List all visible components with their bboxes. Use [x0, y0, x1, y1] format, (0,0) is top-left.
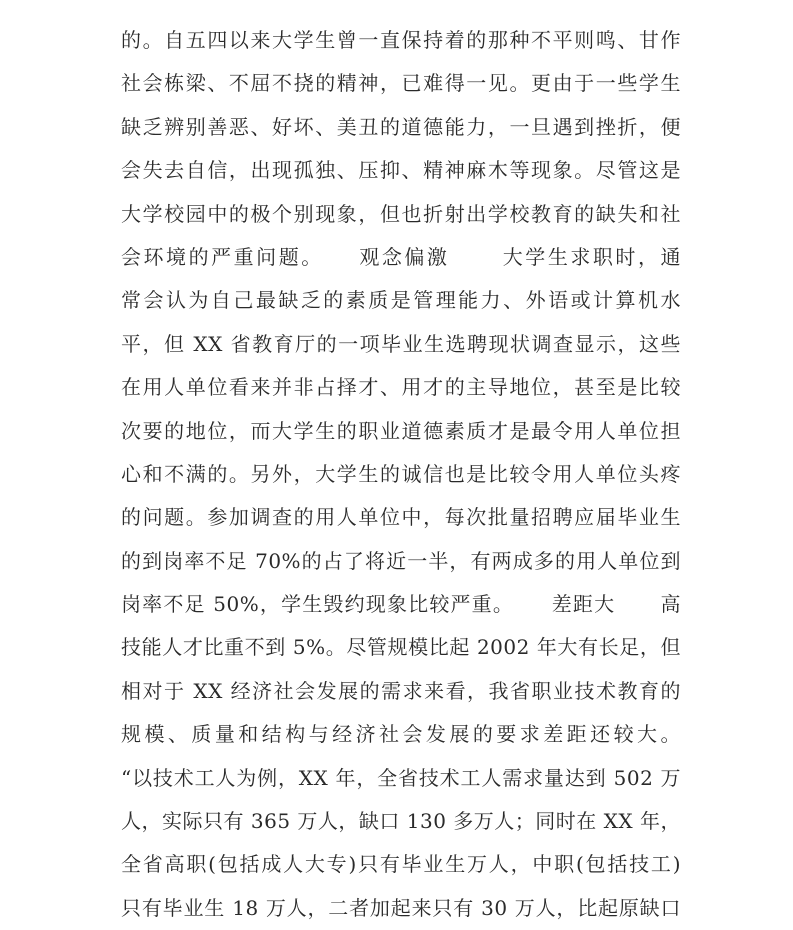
text-line: 规模、质量和结构与经济社会发展的要求差距还较大。 [121, 722, 681, 747]
text-line: 只有毕业生 18 万人，二者加起来只有 30 万人，比起原缺口 [121, 895, 681, 920]
text-line: 会失去自信，出现孤独、压抑、精神麻木等现象。尽管这是 [121, 158, 681, 183]
text-line: 心和不满的。另外，大学生的诚信也是比较令用人单位头疼 [121, 461, 681, 486]
text-line: 的。自五四以来大学生曾一直保持着的那种不平则鸣、甘作 [121, 28, 681, 52]
text-line: 人，实际只有 365 万人，缺口 130 多万人；同时在 XX 年， [121, 809, 681, 834]
text-line: 缺乏辨别善恶、好坏、美丑的道德能力，一旦遇到挫折，便 [121, 114, 681, 139]
text-line: 平，但 XX 省教育厅的一项毕业生选聘现状调查显示，这些 [121, 331, 681, 356]
text-line: 的问题。参加调查的用人单位中，每次批量招聘应届毕业生 [121, 505, 681, 530]
text-line: 在用人单位看来并非占择才、用才的主导地位，甚至是比较 [121, 375, 681, 400]
text-line: 大学校园中的极个别现象，但也折射出学校教育的缺失和社 [121, 201, 681, 226]
text-line: 的到岗率不足 70%的占了将近一半，有两成多的用人单位到 [121, 548, 681, 573]
text-line: 全省高职(包括成人大专)只有毕业生万人，中职(包括技工) [121, 852, 681, 877]
text-line: 会环境的严重问题。 观念偏激 大学生求职时，通 [121, 244, 681, 269]
text-line: 岗率不足 50%，学生毁约现象比较严重。 差距大 高 [121, 592, 681, 617]
text-line: 技能人才比重不到 5%。尽管规模比起 2002 年大有长足，但 [121, 635, 681, 660]
text-line: 次要的地位，而大学生的职业道德素质才是最令用人单位担 [121, 418, 681, 443]
text-line: 相对于 XX 经济社会发展的需求来看，我省职业技术教育的 [121, 678, 681, 703]
text-line: “以技术工人为例，XX 年，全省技术工人需求量达到 502 万 [121, 765, 681, 790]
text-line: 社会栋梁、不屈不挠的精神，已难得一见。更由于一些学生 [121, 71, 681, 96]
text-line: 常会认为自己最缺乏的素质是管理能力、外语或计算机水 [121, 288, 681, 313]
document-body [121, 19, 681, 930]
